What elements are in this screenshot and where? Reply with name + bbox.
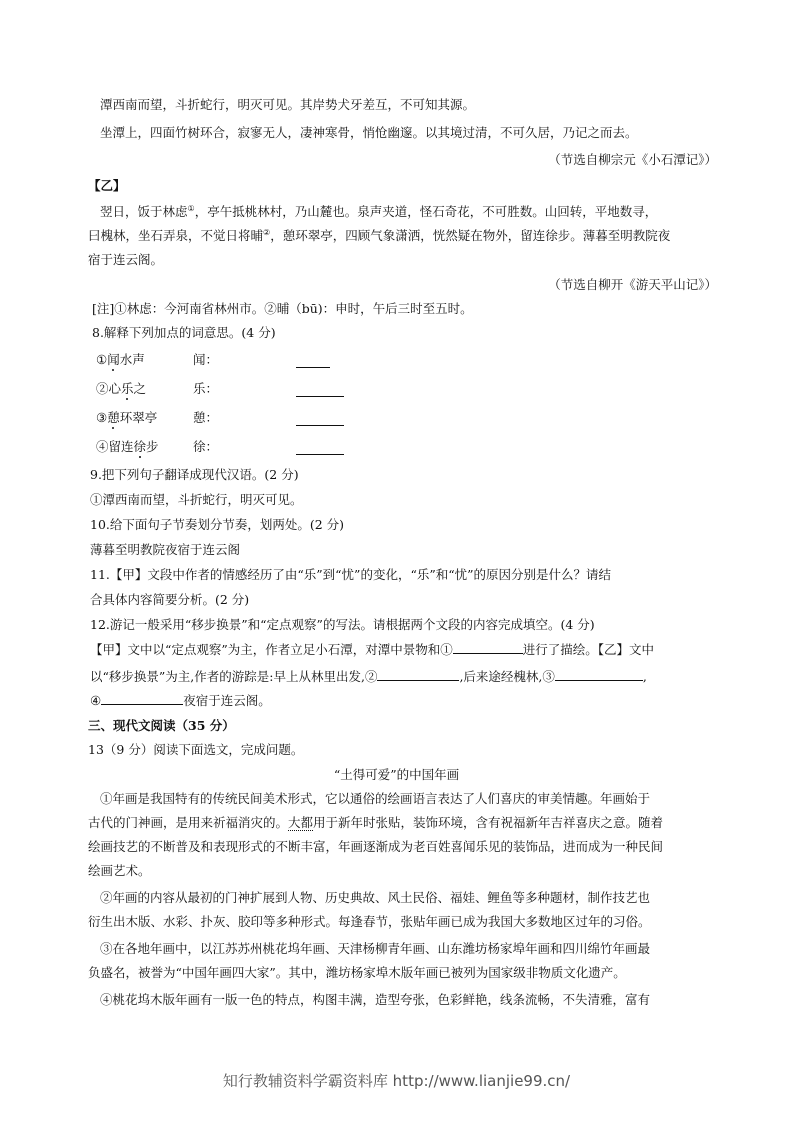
q12-line-2-text-b: ,后来途经槐林,③: [459, 669, 555, 684]
q10-item: 薄暮至明教院夜宿于连云阁: [90, 542, 241, 557]
p1-dotted-word: 大都: [288, 815, 314, 830]
p1-line-3: 绘画技艺的不断普及和表现形式的不断丰富，年画逐渐成为老百姓喜闻乐见的装饰品，进而成为一种民间: [88, 839, 664, 854]
q12-blank-3[interactable]: [555, 668, 643, 681]
footnote-ref-2: ②: [263, 227, 271, 237]
yi-source: （节选自柳开《游天平山记》）: [548, 277, 717, 292]
yi-label: 【乙】: [88, 178, 126, 193]
q8-answer-blank-4[interactable]: [296, 453, 344, 455]
q9-item: ①潭西南而望，斗折蛇行，明灭可见。: [90, 492, 303, 507]
yi-footnote: [注]①林虑：今河南省林州市。②晡（bū)：申时，午后三时至五时。: [92, 301, 473, 316]
q8-item-2: [96, 380, 146, 398]
p1-line-2-text-b: 用于新年时张贴，装饰环境，含有祝福新年吉祥喜庆之意。随着: [313, 815, 664, 830]
q8-item-2-dotted-char: 乐: [121, 381, 134, 396]
q12-line-3: [90, 692, 271, 710]
jia-line-1: 潭西南而望，斗折蛇行，明灭可见。其岸势犬牙差互，不可知其源。: [100, 97, 476, 112]
yi-line-2-text-b: ，憩环翠亭，四顾气象潇洒，恍然疑在物外，留连徐步。薄暮至明教院夜: [270, 228, 671, 243]
q12-line-1: [90, 641, 654, 659]
q8-answer-blank-1[interactable]: [296, 366, 330, 368]
q8-item-4-pre: 留连: [108, 439, 134, 454]
q10-stem: 10.给下面句子节奏划分节奏，划两处。(2 分): [90, 517, 345, 532]
q8-item-1-dotted-char: 闻: [107, 352, 120, 367]
p1-line-4: 绘画艺术。: [88, 863, 151, 878]
q8-item-3-num: ③: [96, 410, 108, 425]
q12-line-2: [90, 668, 647, 686]
q8-item-1-num: ①: [96, 352, 108, 367]
q8-item-4-num: ④: [96, 439, 109, 454]
q12-line-3-text-a: ④: [90, 693, 102, 708]
q8-item-3: [96, 409, 157, 427]
yi-line-1-text-a: 翌日，饭于林虑: [100, 204, 188, 219]
q11-line-1: 11.【甲】文段中作者的情感经历了由“乐”到“忧”的变化，“乐”和“忧”的原因分别是什么？请结: [90, 567, 612, 582]
yi-line-1: [100, 203, 657, 221]
p3-line-2: 负盛名，被誉为“中国年画四大家”。其中，潍坊杨家埠木版年画已被列为国家级非物质文化遗产。: [88, 965, 626, 980]
q12-blank-4[interactable]: [101, 692, 183, 705]
yi-line-2: [88, 227, 670, 245]
q8-answer-blank-2[interactable]: [296, 395, 344, 397]
footer-watermark: 知行教辅资料学霸资料库 http://www.lianjie99.cn/: [222, 1072, 571, 1090]
q8-item-1-rest: 水声: [119, 352, 145, 367]
yi-line-1-text-b: ，亭午抵桃林村，乃山麓也。泉声夹道，怪石奇花，不可胜数。山回转，平地数寻，: [194, 204, 658, 219]
q8-item-4-key: 徐：: [193, 439, 219, 454]
q8-item-3-rest: 环翠亭: [119, 410, 158, 425]
q12-line-3-text-b: 夜宿于连云阁。: [183, 693, 271, 708]
p2-line-2: 衍生出木版、水彩、扑灰、胶印等多种形式。每逢春节，张贴年画已成为我国大多数地区过年的习俗。: [88, 914, 651, 929]
q12-line-2-text-c: ,: [642, 669, 647, 684]
section3-heading: 三、现代文阅读（35 分）: [88, 718, 235, 733]
q8-answer-blank-3[interactable]: [296, 424, 344, 426]
p2-line-1: ②年画的内容从最初的门神扩展到人物、历史典故、风土民俗、福娃、鲤鱼等多种题材，制作技艺也: [100, 890, 651, 905]
q12-line-2-text-a: 以“移步换景”为主,作者的游踪是:早上从林里出发,②: [90, 669, 378, 684]
q8-item-2-num: ②: [96, 381, 109, 396]
q8-item-4-dotted-char: 徐: [133, 439, 147, 454]
p1-line-2: [88, 814, 663, 832]
jia-line-2: 坐潭上，四面竹树环合，寂寥无人，凄神寒骨，悄怆幽邃。以其境过清，不可久居，乃记之而去。: [100, 125, 638, 140]
q12-stem: 12.游记一般采用“移步换景”和“定点观察”的写法。请根据两个文段的内容完成填空。(4 分): [90, 617, 595, 632]
q8-item-2-key: 乐：: [193, 381, 219, 396]
jia-source: （节选自柳宗元《小石潭记》）: [548, 152, 717, 167]
q8-item-1-key: 闻：: [193, 352, 219, 367]
yi-line-3: 宿于连云阁。: [88, 252, 164, 267]
q8-item-3-dotted-char: 憩: [107, 410, 120, 425]
q8-item-4-rest: 步: [146, 439, 159, 454]
q8-item-1: [96, 351, 145, 369]
q8-item-2-rest: 之: [133, 381, 147, 396]
q8-stem: 8.解释下列加点的词意思。(4 分): [92, 325, 276, 340]
p4-line-1: ④桃花坞木版年画有一版一色的特点，构图丰满，造型夸张，色彩鲜艳，线条流畅，不失清雅，富有: [100, 992, 651, 1007]
yi-line-2-text-a: 曰槐林，坐石弄泉，不觉日将晡: [88, 228, 264, 243]
q12-blank-1[interactable]: [453, 641, 523, 654]
q8-item-2-pre: 心: [108, 381, 122, 396]
q11-line-2: 合具体内容简要分析。(2 分): [90, 592, 250, 607]
q8-item-4: [96, 438, 159, 456]
q12-line-1-text-b: 进行了描绘。【乙】文中: [522, 642, 655, 657]
p1-line-2-text-a: 古代的门神画，是用来祈福消灾的。: [88, 815, 289, 830]
q9-stem: 9.把下列句子翻译成现代汉语。(2 分): [90, 467, 299, 482]
q12-line-1-text-a: 【甲】文中以“定点观察”为主，作者立足小石潭，对潭中景物和①: [90, 642, 453, 657]
article-title: “土得可爱”的中国年画: [333, 767, 460, 782]
q12-blank-2[interactable]: [377, 668, 459, 681]
q13-stem: 13（9 分）阅读下面选文，完成问题。: [88, 742, 304, 757]
p3-line-1: ③在各地年画中，以江苏苏州桃花坞年画、天津杨柳青年画、山东潍坊杨家埠年画和四川绵竹年画最: [100, 941, 651, 956]
q8-item-3-key: 憩：: [193, 410, 219, 425]
p1-line-1: ①年画是我国特有的传统民间美术形式，它以通俗的绘画语言表达了人们喜庆的审美情趣。年画始于: [100, 791, 651, 806]
footnote-ref-1: ①: [187, 203, 195, 213]
